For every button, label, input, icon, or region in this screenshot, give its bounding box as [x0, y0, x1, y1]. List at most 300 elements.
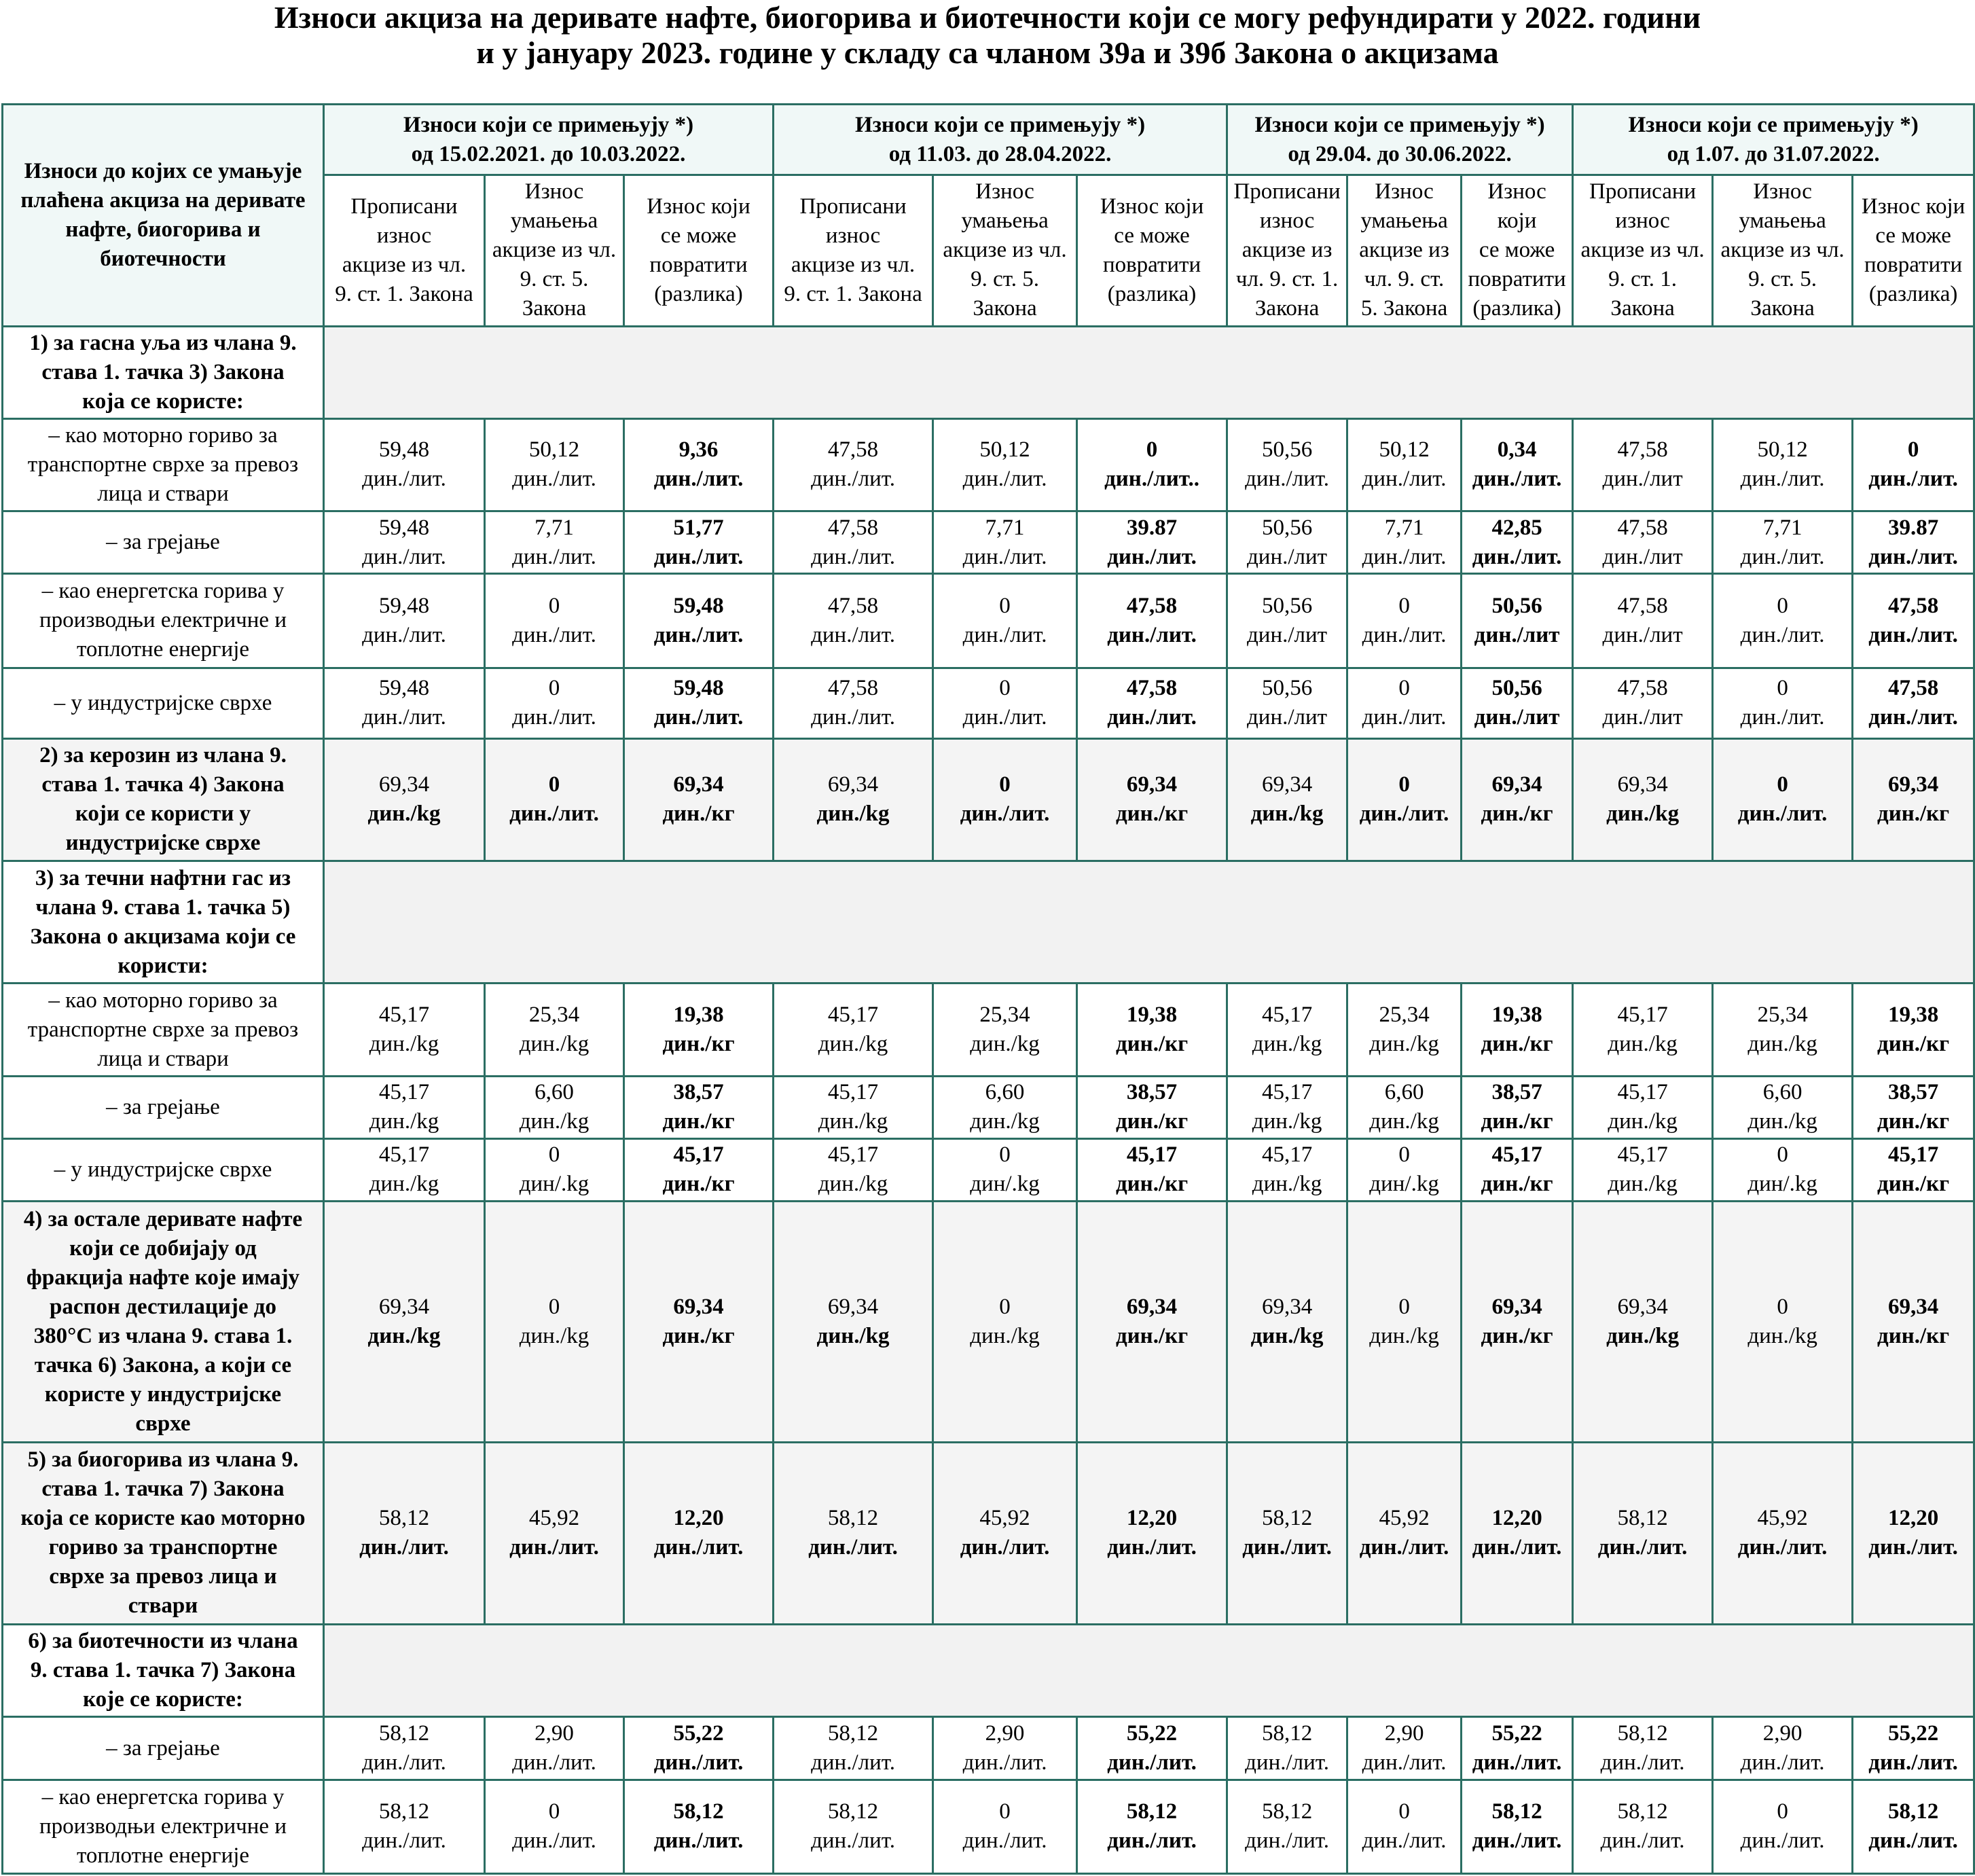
section-title	[3, 326, 324, 418]
reduction-amount-cell	[1347, 1076, 1462, 1138]
column-header	[485, 175, 624, 326]
value: 47,58	[1617, 676, 1668, 701]
period-header	[774, 105, 1227, 175]
value: 25,34	[528, 1003, 580, 1028]
value: 39.87	[1887, 515, 1939, 540]
unit: дин./кг	[1877, 1032, 1950, 1057]
text-line: 380°C из члана 9. става 1.	[33, 1323, 293, 1348]
text-line: износ	[825, 223, 881, 248]
text-line: – као моторно гориво за	[48, 988, 278, 1013]
refund-amount-cell	[1077, 418, 1227, 511]
prescribed-amount-cell	[1573, 738, 1713, 861]
text-line: биотечности	[100, 246, 226, 271]
text-line: Прописани	[1589, 179, 1697, 204]
text-line: који	[1497, 209, 1537, 234]
value: 0	[1398, 593, 1410, 618]
refund-amount-cell	[1077, 1780, 1227, 1873]
text-line: акцизе из чл.	[1580, 238, 1705, 263]
unit: дин./kg	[1606, 801, 1680, 827]
section-blank	[324, 326, 1974, 418]
row-label	[3, 1076, 324, 1138]
value: 58,12	[1887, 1799, 1939, 1824]
table-row	[3, 984, 1974, 1076]
reduction-amount-cell	[933, 1076, 1077, 1138]
unit: дин./лит.	[512, 1828, 596, 1854]
text-line: распон дестилације до	[49, 1294, 276, 1319]
value: 12,20	[1491, 1506, 1542, 1531]
unit: дин./лит.	[362, 705, 446, 730]
value: 0	[1907, 437, 1919, 463]
value: 45,17	[1617, 1003, 1668, 1028]
prescribed-amount-cell	[1227, 418, 1347, 511]
refund-amount-cell	[1077, 574, 1227, 668]
unit: дин./лит.	[512, 622, 596, 647]
text-line: члана 9. става 1. тачка 5)	[35, 895, 291, 920]
value: 45,17	[827, 1142, 879, 1168]
header-row-periods	[3, 105, 1974, 175]
unit: дин./лит.	[1472, 1535, 1562, 1560]
text-line: сврхе	[135, 1411, 191, 1436]
column-header	[1462, 175, 1573, 326]
text-line: се може	[1114, 223, 1190, 248]
reduction-amount-cell	[1347, 1138, 1462, 1201]
value: 45,17	[1491, 1142, 1542, 1168]
prescribed-amount-cell	[774, 1442, 933, 1625]
unit: дин./лит.	[1245, 1750, 1329, 1775]
reduction-amount-cell	[485, 1202, 624, 1443]
unit: дин./kg	[1250, 1323, 1324, 1348]
text-line: гориво за транспортне	[48, 1535, 278, 1560]
reduction-amount-cell	[1713, 984, 1853, 1076]
refund-amount-cell	[1077, 511, 1227, 574]
text-line: Закона	[1610, 296, 1675, 321]
unit: дин./лит.	[960, 1535, 1050, 1560]
reduction-amount-cell	[485, 984, 624, 1076]
text-line: 9. ст. 5.	[1748, 267, 1817, 292]
text-line: – за грејање	[106, 530, 220, 555]
text-line: Закона	[522, 296, 587, 321]
text-line: лица и ствари	[97, 1046, 229, 1071]
prescribed-amount-cell	[1227, 668, 1347, 738]
unit: дин./лит.	[362, 467, 446, 492]
value: 50,56	[1261, 676, 1313, 701]
prescribed-amount-cell	[1227, 574, 1347, 668]
reduction-amount-cell	[933, 1138, 1077, 1201]
value: 0	[1777, 1142, 1788, 1168]
unit: дин./лит.	[1868, 544, 1958, 569]
unit: дин./лит.	[512, 544, 596, 569]
value: 25,34	[979, 1003, 1030, 1028]
value: 55,22	[1491, 1721, 1542, 1746]
unit: дин./kg	[1250, 801, 1324, 827]
reduction-amount-cell	[933, 511, 1077, 574]
value: 59,48	[378, 515, 430, 540]
unit: дин./лит.	[653, 544, 744, 569]
unit: дин./кг	[1877, 1323, 1950, 1348]
prescribed-amount-cell	[774, 668, 933, 738]
text-line: Прописани	[350, 194, 458, 219]
prescribed-amount-cell	[324, 1717, 485, 1780]
reduction-amount-cell	[485, 511, 624, 574]
value: 2,90	[985, 1721, 1025, 1746]
refund-amount-cell	[624, 1202, 774, 1443]
unit: дин./лит.	[1362, 1828, 1447, 1854]
text-line: става 1. тачка 4) Закона	[41, 772, 285, 797]
unit: дин./лит.	[1740, 622, 1825, 647]
value: 0	[1777, 1799, 1788, 1824]
value: 69,34	[673, 1294, 724, 1319]
text-line: сврхе за превоз лица и	[49, 1564, 277, 1589]
unit: дин./лит.	[1600, 1828, 1685, 1854]
text-line: Прописани	[1233, 179, 1341, 204]
value: 55,22	[1887, 1721, 1939, 1746]
value: 58,12	[1126, 1799, 1178, 1824]
prescribed-amount-cell	[324, 1780, 485, 1873]
value: 0	[548, 676, 560, 701]
prescribed-amount-cell	[324, 668, 485, 738]
value: 0	[1398, 676, 1410, 701]
text-line: индустријске сврхе	[65, 831, 261, 856]
text-line: – у индустријске сврхе	[54, 690, 272, 715]
row-label	[3, 418, 324, 511]
reduction-amount-cell	[1713, 574, 1853, 668]
value: 58,12	[1261, 1721, 1313, 1746]
unit: дин./лит.	[1868, 705, 1958, 730]
text-line: нафте, биогорива и	[65, 217, 261, 242]
period-label: Износи који се примењују *)	[1628, 112, 1919, 137]
value: 45,17	[1617, 1142, 1668, 1168]
refund-amount-cell	[1462, 668, 1573, 738]
unit: дин./kg	[816, 801, 890, 827]
row-label	[3, 1717, 324, 1780]
prescribed-amount-cell	[1227, 1202, 1347, 1443]
unit: дин./лит.	[1362, 544, 1447, 569]
unit: дин./лит.	[811, 1828, 895, 1854]
text-line: чл. 9. ст. 1.	[1235, 267, 1339, 292]
unit: дин./kg	[1252, 1109, 1322, 1134]
unit: дин./лит.	[1597, 1535, 1688, 1560]
unit: дин./лит.	[1868, 467, 1958, 492]
reduction-amount-cell	[485, 1442, 624, 1625]
unit: дин./kg	[1608, 1172, 1678, 1197]
prescribed-amount-cell	[1573, 1717, 1713, 1780]
reduction-amount-cell	[933, 574, 1077, 668]
period-dates: од 29.04. до 30.06.2022.	[1288, 141, 1512, 166]
text-line: износ	[376, 223, 432, 248]
unit: дин./лит	[1602, 467, 1683, 492]
value: 47,58	[1126, 676, 1178, 701]
reduction-amount-cell	[485, 668, 624, 738]
unit: дин./kg	[816, 1323, 890, 1348]
value: 45,17	[378, 1142, 430, 1168]
text-line: фракција нафте које имају	[26, 1265, 300, 1290]
unit: дин./кг	[662, 1109, 735, 1134]
unit: дин./лит.	[653, 622, 744, 647]
value: 69,34	[673, 772, 724, 797]
unit: дин./kg	[818, 1172, 888, 1197]
section-title	[3, 1202, 324, 1443]
unit: дин./кг	[1115, 1109, 1189, 1134]
unit: дин./лит.	[1245, 1828, 1329, 1854]
refund-amount-cell	[624, 1138, 774, 1201]
table-row	[3, 668, 1974, 738]
unit: дин/.kg	[1369, 1172, 1439, 1197]
prescribed-amount-cell	[1573, 984, 1713, 1076]
refund-amount-cell	[1853, 668, 1974, 738]
section-row	[3, 738, 1974, 861]
text-line: повратити	[649, 252, 748, 277]
unit: дин./кг	[662, 1323, 735, 1348]
unit: дин./лит.	[1740, 705, 1825, 730]
value: 47,58	[827, 515, 879, 540]
refund-amount-cell	[1077, 668, 1227, 738]
refund-amount-cell	[1077, 1138, 1227, 1201]
text-line: 9. ст. 1.	[1608, 267, 1678, 292]
reduction-amount-cell	[1347, 574, 1462, 668]
unit: дин./лит.	[653, 1750, 744, 1775]
value: 69,34	[1887, 1294, 1939, 1319]
unit: дин./лит.	[1472, 467, 1562, 492]
unit: дин./лит.	[1472, 1828, 1562, 1854]
reduction-amount-cell	[933, 1780, 1077, 1873]
text-line: 9. ст. 1. Закона	[335, 281, 473, 306]
unit: дин./лит	[1474, 705, 1560, 730]
unit: дин./лит	[1247, 622, 1328, 647]
value: 47,58	[1617, 437, 1668, 463]
value: 38,57	[673, 1080, 724, 1105]
prescribed-amount-cell	[1573, 1442, 1713, 1625]
unit: дин./kg	[519, 1323, 590, 1348]
value: 0	[548, 772, 560, 797]
text-line: Износ који	[1100, 194, 1204, 219]
unit: дин./лит.	[362, 544, 446, 569]
value: 47,58	[1617, 515, 1668, 540]
period-header	[1227, 105, 1573, 175]
unit: дин./kg	[818, 1032, 888, 1057]
prescribed-amount-cell	[324, 1442, 485, 1625]
refund-amount-cell	[1853, 1138, 1974, 1201]
title-line-1: Износи акциза на деривате нафте, биогорива и биотечности који се могу рефундирати у 2022. години	[274, 0, 1701, 35]
unit: дин./лит.	[1359, 1535, 1449, 1560]
value: 0	[548, 1142, 560, 1168]
value: 45,92	[1379, 1506, 1430, 1531]
row-label	[3, 574, 324, 668]
value: 42,85	[1491, 515, 1542, 540]
value: 0	[548, 593, 560, 618]
value: 12,20	[1887, 1506, 1939, 1531]
reduction-amount-cell	[485, 418, 624, 511]
text-line: Износ	[1753, 179, 1812, 204]
value: 45,17	[1261, 1142, 1313, 1168]
value: 2,90	[1762, 1721, 1802, 1746]
prescribed-amount-cell	[1573, 574, 1713, 668]
unit: дин./лит.	[1107, 622, 1197, 647]
unit: дин./кг	[1877, 801, 1950, 827]
unit: дин./лит.	[509, 801, 599, 827]
column-header	[774, 175, 933, 326]
text-line: повратити	[1468, 267, 1566, 292]
text-line: (разлика)	[1868, 281, 1958, 306]
text-line: 4) за остале деривате нафте	[23, 1206, 303, 1231]
prescribed-amount-cell	[774, 511, 933, 574]
text-line: Прописани	[799, 194, 907, 219]
unit: дин./лит	[1247, 544, 1328, 569]
text-line: (разлика)	[1472, 296, 1561, 321]
unit: дин./kg	[1369, 1323, 1439, 1348]
value: 59,48	[378, 676, 430, 701]
value: 69,34	[1261, 1294, 1313, 1319]
unit: дин./лит.	[960, 801, 1050, 827]
refund-amount-cell	[1462, 1780, 1573, 1873]
unit: дин./лит	[1602, 544, 1683, 569]
text-line: се може	[1875, 223, 1951, 248]
unit: дин./лит	[1602, 705, 1683, 730]
value: 38,57	[1887, 1080, 1939, 1105]
unit: дин./kg	[1606, 1323, 1680, 1348]
table-row	[3, 511, 1974, 574]
value: 0	[999, 1142, 1011, 1168]
section-header-row	[3, 1625, 1974, 1717]
row-label	[3, 984, 324, 1076]
reduction-amount-cell	[1713, 1442, 1853, 1625]
reduction-amount-cell	[933, 1202, 1077, 1443]
period-dates: од 11.03. до 28.04.2022.	[888, 141, 1112, 166]
value: 45,92	[979, 1506, 1030, 1531]
value: 0	[999, 676, 1011, 701]
value: 47,58	[1617, 593, 1668, 618]
refund-amount-cell	[1077, 738, 1227, 861]
refund-amount-cell	[1077, 1076, 1227, 1138]
reduction-amount-cell	[933, 1717, 1077, 1780]
unit: дин./kg	[1608, 1032, 1678, 1057]
value: 59,48	[673, 676, 724, 701]
value: 69,34	[827, 772, 879, 797]
reduction-amount-cell	[485, 1717, 624, 1780]
period-label: Износи који се примењују *)	[1254, 112, 1545, 137]
column-header	[1713, 175, 1853, 326]
text-line: – у индустријске сврхе	[54, 1157, 272, 1182]
value: 50,56	[1261, 437, 1313, 463]
unit: дин/.kg	[519, 1172, 590, 1197]
unit: дин./лит	[1474, 622, 1560, 647]
value: 47,58	[1887, 593, 1939, 618]
unit: дин./kg	[1252, 1172, 1322, 1197]
refund-amount-cell	[624, 1076, 774, 1138]
text-line: 1) за гасна уља из члана 9.	[29, 330, 297, 355]
reduction-amount-cell	[1347, 1717, 1462, 1780]
unit: дин./лит.	[808, 1535, 898, 1560]
refund-amount-cell	[1462, 1717, 1573, 1780]
value: 0	[999, 772, 1011, 797]
unit: дин./лит	[1247, 705, 1328, 730]
column-header	[1227, 175, 1347, 326]
value: 58,12	[1491, 1799, 1542, 1824]
value: 0,34	[1497, 437, 1537, 463]
text-line: плаћена акциза на деривате	[20, 187, 306, 213]
text-line: Износ који	[1861, 194, 1965, 219]
value: 47,58	[827, 676, 879, 701]
column-header	[1573, 175, 1713, 326]
prescribed-amount-cell	[324, 1138, 485, 1201]
reduction-amount-cell	[1713, 1780, 1853, 1873]
text-line: Износ који	[647, 194, 750, 219]
unit: дин./лит.	[653, 467, 744, 492]
text-line: повратити	[1102, 252, 1201, 277]
text-line: 2) за керозин из члана 9.	[39, 743, 287, 768]
unit: дин./кг	[1877, 1109, 1950, 1134]
row-label	[3, 668, 324, 738]
text-line: износ	[1615, 209, 1670, 234]
refund-amount-cell	[1077, 1202, 1227, 1443]
value: 0	[1398, 1294, 1410, 1319]
refund-amount-cell	[1853, 984, 1974, 1076]
unit: дин./лит.	[362, 1750, 446, 1775]
value: 50,12	[979, 437, 1030, 463]
unit: дин./kg	[1747, 1323, 1817, 1348]
value: 58,12	[1261, 1799, 1313, 1824]
reduction-amount-cell	[933, 418, 1077, 511]
text-line: Износ	[975, 179, 1034, 204]
unit: дин./кг	[662, 1032, 735, 1057]
unit: дин./kg	[369, 1032, 439, 1057]
unit: дин./kg	[970, 1323, 1040, 1348]
prescribed-amount-cell	[1227, 1442, 1347, 1625]
value: 19,38	[673, 1003, 724, 1028]
unit: дин./kg	[369, 1109, 439, 1134]
unit: дин./лит.	[509, 1535, 599, 1560]
prescribed-amount-cell	[1573, 1202, 1713, 1443]
unit: дин./лит.	[512, 1750, 596, 1775]
unit: дин./kg	[1252, 1032, 1322, 1057]
row-label	[3, 511, 324, 574]
refund-amount-cell	[1853, 574, 1974, 668]
unit: дин./кг	[1481, 1109, 1553, 1134]
prescribed-amount-cell	[324, 1202, 485, 1443]
unit: дин./kg	[1747, 1032, 1817, 1057]
section-title	[3, 861, 324, 984]
value: 59,48	[673, 593, 724, 618]
refund-amount-cell	[1853, 1202, 1974, 1443]
section-row	[3, 1442, 1974, 1625]
value: 0	[1777, 676, 1788, 701]
unit: дин./лит.	[1737, 801, 1828, 827]
unit: дин./kg	[970, 1109, 1040, 1134]
title-line-2: и у јануару 2023. године у складу са чланом 39а и 39б Закона о акцизама	[476, 35, 1499, 70]
value: 25,34	[1379, 1003, 1430, 1028]
prescribed-amount-cell	[1573, 668, 1713, 738]
reduction-amount-cell	[485, 574, 624, 668]
text-line: који се користи у	[75, 801, 251, 827]
unit: дин./лит.	[962, 705, 1047, 730]
value: 58,12	[378, 1506, 430, 1531]
unit: дин./лит.	[1868, 1828, 1958, 1854]
refund-amount-cell	[624, 511, 774, 574]
unit: дин./кг	[662, 801, 735, 827]
reduction-amount-cell	[1347, 418, 1462, 511]
value: 58,12	[1617, 1721, 1668, 1746]
text-line: умањења	[1739, 209, 1826, 234]
unit: дин./лит.	[811, 705, 895, 730]
unit: дин./kg	[1369, 1032, 1439, 1057]
value: 69,34	[1126, 1294, 1178, 1319]
refund-amount-cell	[1462, 1076, 1573, 1138]
unit: дин./лит.	[1737, 1535, 1828, 1560]
text-line: 9. ст. 5.	[520, 267, 589, 292]
prescribed-amount-cell	[1227, 1138, 1347, 1201]
unit: дин./лит.	[1740, 544, 1825, 569]
value: 45,92	[528, 1506, 580, 1531]
prescribed-amount-cell	[1227, 511, 1347, 574]
